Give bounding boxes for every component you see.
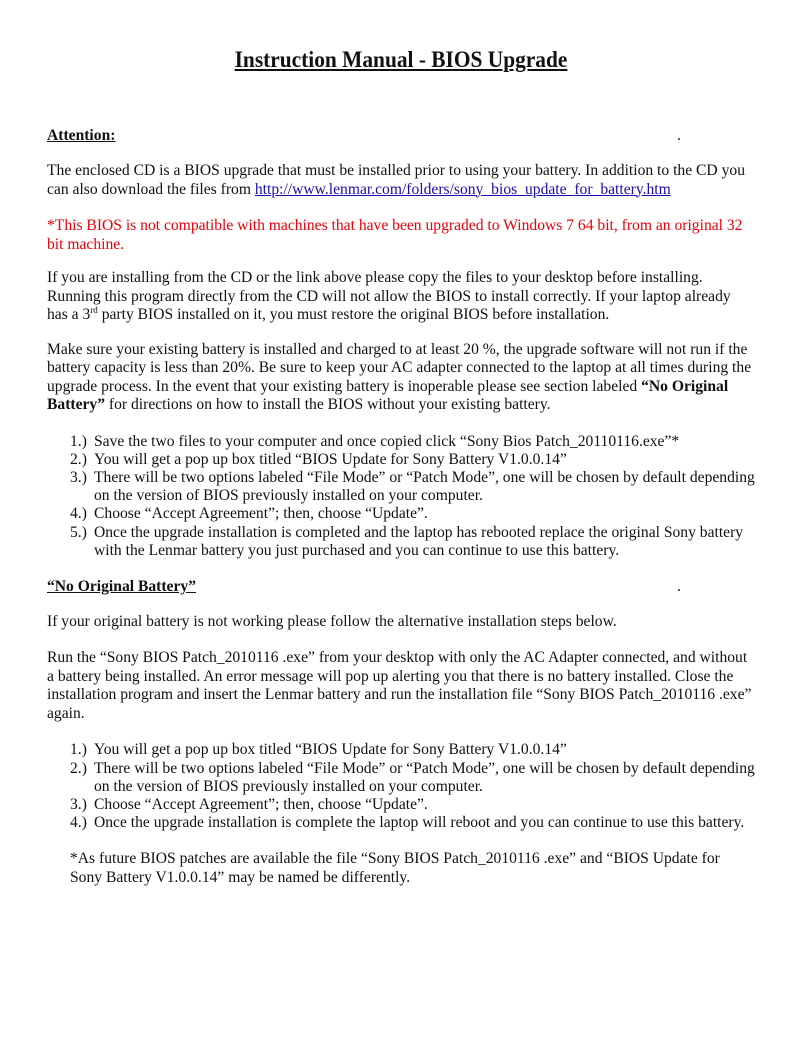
no-battery-intro: If your original battery is not working please follow the alternative installation steps below.	[47, 612, 617, 630]
no-battery-heading	[47, 578, 755, 596]
future-patches-note: *As future BIOS patches are available the file “Sony BIOS Patch_2010116 .exe” and “BIOS Update for Sony Battery V1.0.0.14” may be named be differently.	[70, 850, 720, 886]
install-superscript: rd	[90, 305, 98, 315]
steps-list	[47, 433, 755, 560]
install-text-1: If you are installing from the CD or the link above please copy the files to your desktop before installing. Running this program directly from the CD will not allow the BIOS to install correctly. If your laptop already has a 3	[47, 269, 731, 323]
no-battery-reference: “No Original Battery”	[47, 377, 729, 413]
attention-heading	[47, 127, 755, 145]
step-number: 4.)	[70, 814, 87, 832]
battery-paragraph	[47, 341, 755, 415]
step-number: 3.)	[70, 796, 87, 814]
run-paragraph: Run the “Sony BIOS Patch_2010116 .exe” from your desktop with only the AC Adapter connected, and without a battery being installed. An error message will pop up alerting you that there is no battery installed. Close the installation program and insert the Lenmar battery and run the installation file “Sony BIOS Patch_2010116 .exe” again.	[47, 649, 752, 722]
stray-dot: .	[677, 577, 681, 595]
compatibility-warning: *This BIOS is not compatible with machines that have been upgraded to Windows 7 64 bit, from an original 32 bit machine.	[47, 217, 743, 253]
step-text: Choose “Accept Agreement”; then, choose “Update”.	[94, 505, 428, 523]
list-item	[47, 524, 755, 560]
download-link[interactable]: http://www.lenmar.com/folders/sony_bios_update_for_battery.htm	[254, 180, 671, 198]
step-number: 1.)	[70, 741, 87, 759]
alt-steps-list	[47, 741, 755, 832]
step-text: There will be two options labeled “File Mode” or “Patch Mode”, one will be chosen by default depending on the version of BIOS previously installed on your computer.	[94, 468, 755, 505]
list-item	[47, 433, 755, 451]
step-number: 5.)	[70, 523, 87, 541]
intro-paragraph	[47, 162, 755, 199]
list-item	[47, 451, 755, 469]
step-text: Once the upgrade installation is complete the laptop will reboot and you can continue to use this battery.	[94, 814, 745, 832]
list-item	[47, 741, 755, 759]
no-battery-heading-text: “No Original Battery”	[47, 577, 196, 595]
battery-text-2: for directions on how to install the BIOS without your existing battery.	[105, 396, 551, 413]
document-page	[47, 44, 755, 887]
step-number: 2.)	[70, 759, 87, 777]
step-text: You will get a pop up box titled “BIOS Update for Sony Battery V1.0.0.14”	[94, 741, 567, 759]
stray-dot: .	[677, 127, 681, 144]
step-number: 2.)	[70, 450, 87, 468]
battery-text-1: Make sure your existing battery is installed and charged to at least 20 %, the upgrade software will not run if the battery capacity is less than 20%. Be sure to keep your AC adapter connected to the laptop at all times during the upgrade process. In the event that your existing battery is inoperable please see section labeled	[47, 340, 752, 395]
step-text: There will be two options labeled “File Mode” or “Patch Mode”, one will be chosen by default depending on the version of BIOS previously installed on your computer.	[94, 759, 755, 795]
list-item	[47, 760, 755, 796]
intro-text: The enclosed CD is a BIOS upgrade that must be installed prior to using your battery. In addition to the CD you can also download the files from	[47, 162, 745, 198]
step-number: 1.)	[70, 432, 87, 450]
install-paragraph	[47, 269, 755, 325]
step-number: 3.)	[70, 468, 87, 486]
list-item	[47, 469, 755, 505]
list-item	[47, 505, 755, 523]
step-text: You will get a pop up box titled “BIOS Update for Sony Battery V1.0.0.14”	[94, 450, 567, 468]
step-text: Once the upgrade installation is completed and the laptop has rebooted replace the original Sony battery with the Lenmar battery you just purchased and you can continue to use this battery.	[94, 523, 744, 559]
step-text: Choose “Accept Agreement”; then, choose “Update”.	[94, 796, 428, 814]
page-title: Instruction Manual - BIOS Upgrade	[234, 47, 568, 72]
step-number: 4.)	[70, 505, 87, 523]
list-item	[47, 814, 755, 832]
list-item	[47, 796, 755, 814]
attention-heading-text: Attention:	[47, 127, 116, 144]
step-text: Save the two files to your computer and once copied click “Sony Bios Patch_20110116.exe”*	[94, 432, 680, 450]
install-text-2: party BIOS installed on it, you must restore the original BIOS before installation.	[97, 306, 610, 323]
